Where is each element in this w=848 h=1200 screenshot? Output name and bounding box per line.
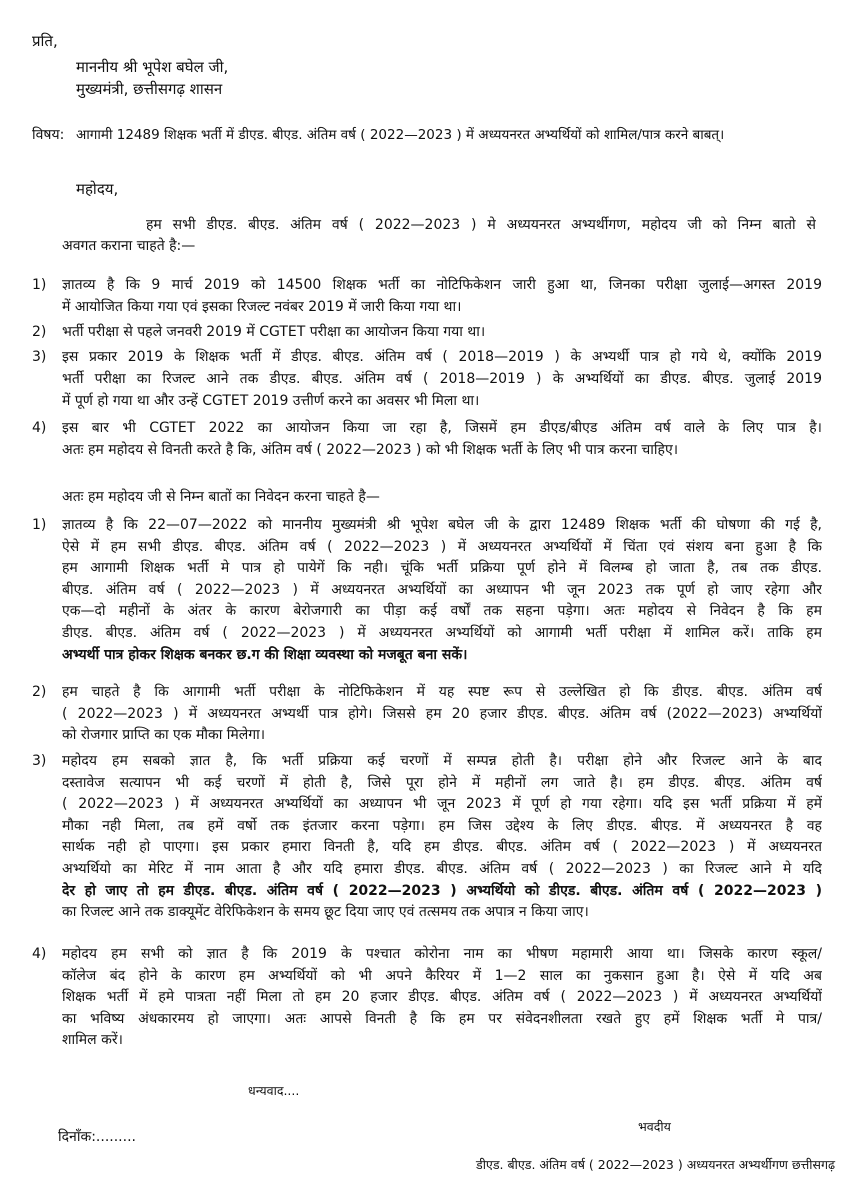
list-item-line: मौका नही मिला, तब हमें वर्षो तक इंतजार करना पड़ेगा। हम जिस उद्देश्य के लिए डीएड. बीएड. में अध्ययनरत है वह [62, 817, 822, 834]
list-item-number: 2) [32, 324, 47, 340]
list-item-line: अतः हम महोदय से विनती करते है कि, अंतिम वर्ष ( 2022—2023 ) को भी शिक्षक भर्ती के लिए भी पात्र करना चाहिए। [62, 442, 679, 458]
list-item-line: ज्ञातव्य है कि 9 मार्च 2019 को 14500 शिक्षक भर्ती का नोटिफिकेशन जारी हुआ था, जिनका परीक्षा जुलाई—अगस्त 2019 [62, 277, 822, 293]
list-item-line: शिक्षक भर्ती में हमे पात्रता नहीं मिला तो हम 20 हजार डीएड. बीएड. अंतिम वर्ष ( 2022—2023 ) में अध्ययनरत अभ्यर्थियों [62, 989, 822, 1006]
list-item-number: 4) [32, 946, 47, 962]
salutation-to: प्रति, [32, 32, 58, 50]
list-item-number: 1) [32, 517, 47, 533]
intro-line: हम सभी डीएड. बीएड. अंतिम वर्ष ( 2022—2023 ) मे अध्ययनरत अभ्यर्थीगण, महोदय जी को निम्न बातो से [146, 217, 816, 233]
list-item-line: हम आगामी शिक्षक भर्ती मे पात्र हो पायेगें कि नही। चूंकि भर्ती प्रक्रिया पूर्ण होने में विलम्ब हो जाता है, तब तक डीएड. [62, 560, 822, 577]
list-item-line: सार्थक नही हो पाएगा। इस प्रकार हमारा विनती है, यदि हम डीएड. बीएड. अंतिम वर्ष ( 2022—2023 ) में अध्ययनरत [62, 839, 822, 856]
list-item-number: 4) [32, 420, 47, 436]
list-item-line: शामिल करें। [62, 1032, 123, 1049]
list-item-line: का रिजल्ट आने तक डाक्यूमेंट वेरिफिकेशन के समय छूट दिया जाए एवं तत्समय तक अपात्र न किया जाए। [62, 904, 589, 921]
list-item-line: भर्ती परीक्षा से पहले जनवरी 2019 में CGTET परीक्षा का आयोजन किया गया था। [62, 324, 486, 340]
list-item-number: 3) [32, 349, 47, 365]
recipient-designation: मुख्यमंत्री, छत्तीसगढ़ शासन [76, 80, 223, 98]
list-item-line: एक—दो महीनों के अंतर के कारण बेरोजगारी का पीड़ा कई वर्षों तक सहना पड़ेगा। अतः महोदय से निवेदन है कि हम [62, 603, 822, 620]
list-item-line: महोदय हम सबको ज्ञात है, कि भर्ती प्रक्रिया कई चरणों में सम्पन्न होती है। परीक्षा होने और रिजल्ट आने के बाद [62, 753, 822, 769]
recipient-name: माननीय श्री भूपेश बघेल जी, [76, 58, 229, 76]
subject-text: आगामी 12489 शिक्षक भर्ती में डीएड. बीएड. अंतिम वर्ष ( 2022—2023 ) में अध्ययनरत अभ्यर्थियों को शामिल/पात्र करने बाबत्। [76, 127, 725, 143]
list-item-line: हम चाहते है कि आगामी भर्ती परीक्षा के नोटिफिकेशन में यह स्पष्ट रूप से उल्लेखित हो कि डीएड. बीएड. अंतिम वर्ष [62, 684, 822, 700]
list-item-line: अभ्यर्थी पात्र होकर शिक्षक बनकर छ.ग की शिक्षा व्यवस्था को मजबूत बना सकें। [62, 646, 468, 663]
list-item-line: इस प्रकार 2019 के शिक्षक भर्ती में डीएड. बीएड. अंतिम वर्ष ( 2018—2019 ) के अभ्यर्थी पात्र हो गये थे, क्योंकि 2019 [62, 349, 822, 365]
list-item-line: को रोजगार प्राप्ति का एक मौका मिलेगा। [62, 727, 266, 744]
list-item-line: डीएड. बीएड. अंतिम वर्ष ( 2022—2023 ) में अध्ययनरत अभ्यर्थियों को आगामी भर्ती परीक्षा में शामिल करें। ताकि हम [62, 625, 822, 641]
list-item-line: महोदय हम सभी को ज्ञात है कि 2019 के पश्चात कोरोना नाम का भीषण महामारी आया था। जिसके कारण स्कूल/ [62, 946, 822, 962]
list-item-line: भर्ती परीक्षा का रिजल्ट आने तक डीएड. बीएड. अंतिम वर्ष ( 2018—2019 ) के अभ्यर्थियों का डीएड. बीएड. जुलाई 2019 [62, 371, 822, 387]
list-item-line: ( 2022—2023 ) में अध्ययनरत अभ्यर्थी पात्र होगे। जिससे हम 20 हजार डीएड. बीएड. अंतिम वर्ष (2022—2023) अभ्यर्थियों [62, 705, 822, 722]
section-2-intro: अतः हम महोदय जी से निम्न बातों का निवेदन करना चाहते है— [62, 489, 380, 505]
list-item-line: में आयोजित किया गया एवं इसका रिजल्ट नवंबर 2019 में जारी किया गया था। [62, 299, 462, 315]
subject-label: विषय: [32, 127, 65, 143]
list-item-line: इस बार भी CGTET 2022 का आयोजन किया जा रहा है, जिसमें हम डीएड/बीएड अंतिम वर्ष वाले के लिए पात्र है। [62, 420, 822, 436]
yours-faithfully: भवदीय [638, 1119, 671, 1134]
list-item-number: 2) [32, 684, 47, 700]
list-item-line: अभ्यर्थियो का मेरिट में नाम आता है और यदि हमारा डीएड. बीएड. अंतिम वर्ष ( 2022—2023 ) का रिजल्ट आने मे यदि [62, 861, 822, 877]
list-item-line: का भविष्य अंधकारमय हो जाएगा। अतः आपसे विनती है कि हम पर संवेदनशीलता रखते हुए हमें शिक्षक भर्ती मे पात्र/ [62, 1010, 822, 1027]
list-item-line: ( 2022—2023 ) में अध्ययनरत अभ्यर्थियों का अध्यापन भी जून 2023 में पूर्ण हो गया रहेगा। यदि इस भर्ती प्रक्रिया में हमें [62, 796, 822, 813]
list-item-number: 1) [32, 277, 47, 293]
list-item-line: ज्ञातव्य है कि 22—07—2022 को माननीय मुख्यमंत्री श्री भूपेश बघेल जी के द्वारा 12489 शिक्षक भर्ती की घोषणा की गई है, [62, 517, 822, 533]
list-item-line: में पूर्ण हो गया था और उन्हें CGTET 2019 उत्तीर्ण करने का अवसर भी मिला था। [62, 393, 480, 409]
list-item-line: बीएड. अंतिम वर्ष ( 2022—2023 ) में अध्ययनरत अभ्यर्थियों का अध्यापन भी जून 2023 तक पूर्ण हो जाए रहेगा और [62, 581, 822, 598]
intro-line: अवगत कराना चाहते है:— [62, 238, 196, 254]
list-item-line: देर हो जाए तो हम डीएड. बीएड. अंतिम वर्ष ( 2022—2023 ) अभ्यर्थियो को डीएड. बीएड. अंतिम वर्ष ( 2022—2023 ) [62, 882, 822, 899]
list-item-line: दस्तावेज सत्यापन भी कई चरणों में होती है, जिसे पूरा होने में महीनों लग जाते है। हम डीएड. बीएड. अंतिम वर्ष [62, 774, 822, 791]
greeting: महोदय, [76, 180, 119, 198]
list-item-line: ऐसे में हम सभी डीएड. बीएड. अंतिम वर्ष ( 2022—2023 ) में अध्ययनरत अभ्यर्थियों में चिंता एवं संशय बना हुआ है कि [62, 538, 822, 555]
signature: डीएड. बीएड. अंतिम वर्ष ( 2022—2023 ) अध्ययनरत अभ्यर्थीगण छत्तीसगढ़ [476, 1157, 836, 1172]
list-item-number: 3) [32, 753, 47, 769]
list-item-line: कॉलेज बंद होने के कारण हम अभ्यर्थियों को भी अपने कैरियर में 1—2 साल का नुकसान हुआ है। ऐसे में यदि अब [62, 967, 822, 984]
date-label: दिनाँक:......... [58, 1129, 136, 1145]
thanks-text: धन्यवाद.... [248, 1083, 300, 1098]
